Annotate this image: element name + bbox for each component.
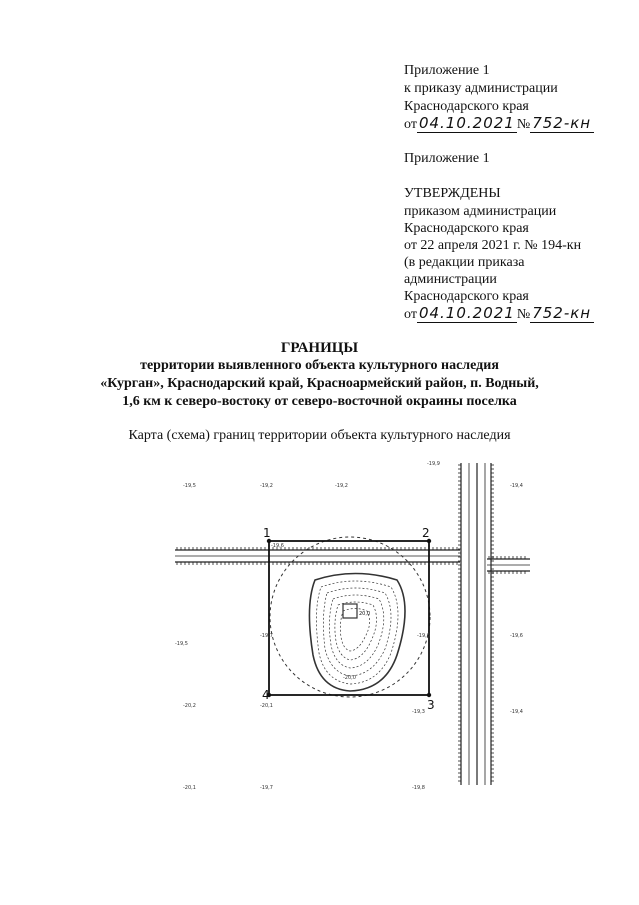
approved-line-1: приказом администрации (404, 204, 557, 219)
title-line-2: «Курган», Краснодарский край, Красноармейский район, п. Водный, (100, 376, 539, 391)
appendix-order-line: к приказу администрации (404, 81, 558, 96)
corner-point-3 (427, 693, 431, 697)
number-prefix: № (516, 307, 531, 322)
center-elevation: 20,0 (359, 611, 371, 617)
corner-label-1: 1 (263, 526, 271, 540)
elevation-mark: -20,0 (343, 675, 356, 681)
date-prefix: от (404, 117, 417, 132)
date-prefix: от (404, 307, 417, 322)
document-title: ГРАНИЦЫ (280, 340, 359, 356)
elevation-mark: -19,2 (335, 483, 348, 489)
elevation-mark: -20,1 (183, 785, 196, 791)
approved-line-2: Краснодарского края (404, 221, 529, 236)
elevation-mark: -20,2 (183, 703, 196, 709)
approved-heading: УТВЕРЖДЕНЫ (404, 186, 501, 201)
handwritten-number: 752-кн (530, 114, 594, 133)
corner-label-3: 3 (427, 698, 435, 712)
title-line-1: территории выявленного объекта культурного наследия (140, 358, 499, 373)
approved-line-4: (в редакции приказа (404, 255, 525, 270)
elevation-mark: -19,4 (510, 709, 523, 715)
elevation-mark: -19,5 (175, 641, 188, 647)
appendix-label: Приложение 1 (404, 63, 490, 78)
elevation-mark: -19,3 (412, 709, 425, 715)
elevation-mark: -19,8 (412, 785, 425, 791)
map-caption: Карта (схема) границ территории объекта культурного наследия (128, 428, 511, 443)
elevation-mark: -19,4 (510, 483, 523, 489)
corner-label-2: 2 (422, 526, 430, 540)
elevation-marks (175, 461, 523, 791)
appendix-label-2: Приложение 1 (404, 151, 490, 166)
appendix-region-line: Краснодарского края (404, 99, 529, 114)
road-vertical (461, 463, 491, 785)
mound-summit (343, 604, 357, 618)
elevation-mark: -19,7 (260, 785, 273, 791)
elevation-mark: -20,1 (260, 703, 273, 709)
elevation-mark: -19,9 (427, 461, 440, 467)
handwritten-date: 04.10.2021 (418, 114, 515, 132)
approved-date-number (404, 304, 594, 324)
handwritten-date: 04.10.2021 (418, 304, 515, 322)
elevation-mark: -19,7 (260, 633, 273, 639)
approved-line-3: от 22 апреля 2021 г. № 194-кн (404, 238, 582, 253)
number-prefix: № (516, 117, 531, 132)
mound-contours (309, 574, 405, 692)
elevation-mark: -19,6 (417, 633, 430, 639)
corner-label-4: 4 (262, 688, 270, 702)
boundary-map (165, 455, 535, 805)
elevation-mark: -19,2 (260, 483, 273, 489)
buffer-circle (270, 537, 430, 697)
elevation-mark: -19,6 (271, 543, 284, 549)
elevation-mark: -19,5 (183, 483, 196, 489)
handwritten-number: 752-кн (530, 304, 594, 323)
title-line-3: 1,6 км к северо-востоку от северо-восточной окраины поселка (122, 394, 517, 409)
appendix-date-number (404, 114, 594, 134)
approved-line-5: администрации (404, 272, 497, 287)
approved-line-6: Краснодарского края (404, 289, 529, 304)
road-horizontal-left (175, 550, 460, 562)
elevation-mark: -19,6 (510, 633, 523, 639)
